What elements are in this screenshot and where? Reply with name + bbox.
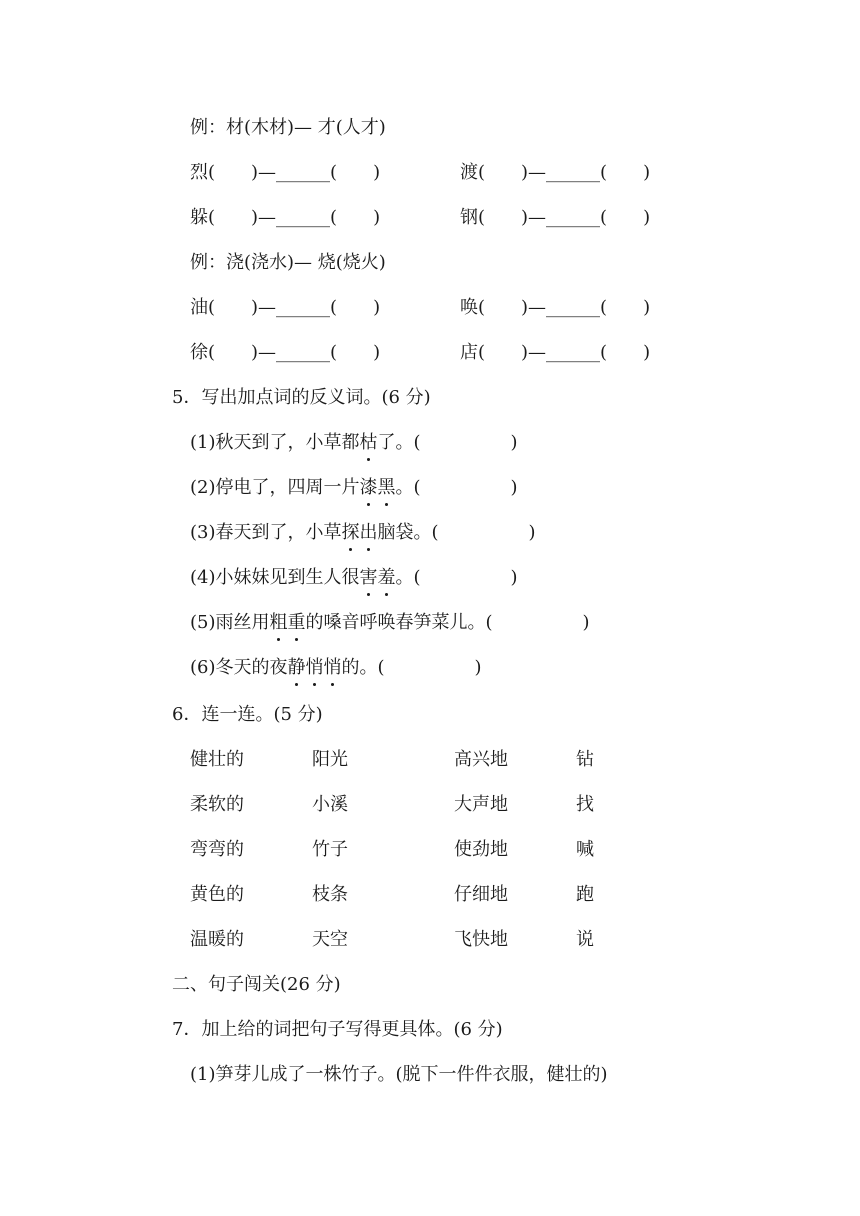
q5-item-5: (5)雨丝用粗重的嗓音呼唤春笋菜儿。( ): [190, 612, 590, 633]
match-word: 高兴地: [454, 749, 508, 770]
question-5-title: 5．写出加点词的反义词。(6 分): [172, 387, 431, 408]
example-label-2: 例：浇(浇水)— 烧(烧火): [190, 252, 386, 273]
dotted-char: 重: [287, 612, 306, 633]
match-word: 说: [576, 929, 594, 950]
dotted-char: 害: [359, 567, 378, 588]
match-word: 使劲地: [454, 839, 508, 860]
match-word: 黄色的: [190, 884, 244, 905]
dotted-char: 漆: [359, 477, 378, 498]
fill-item: 徐( )—______( ): [190, 342, 381, 363]
fill-item: 烈( )—______( ): [190, 162, 381, 183]
dotted-char: 黑: [377, 477, 396, 498]
q7-item-1: (1)笋芽儿成了一株竹子。(脱下一件件衣服，健壮的): [190, 1064, 608, 1085]
fill-item: 店( )—______( ): [460, 342, 651, 363]
dotted-char: 枯: [359, 432, 378, 453]
match-word: 健壮的: [190, 749, 244, 770]
q5-item-1: (1)秋天到了，小草都枯了。( ): [190, 432, 518, 453]
dotted-char: 出: [359, 522, 378, 543]
match-word: 温暖的: [190, 929, 244, 950]
match-word: 阳光: [312, 749, 348, 770]
fill-item: 躲( )—______( ): [190, 207, 381, 228]
match-word: 跑: [576, 884, 594, 905]
match-word: 仔细地: [454, 884, 508, 905]
dotted-char: 悄: [305, 657, 324, 678]
q5-item-4: (4)小妹妹见到生人很害羞。( ): [190, 567, 518, 588]
match-word: 飞快地: [454, 929, 508, 950]
q5-item-3: (3)春天到了，小草探出脑袋。( ): [190, 522, 536, 543]
dotted-char: 粗: [269, 612, 288, 633]
match-word: 竹子: [312, 839, 348, 860]
fill-item: 唤( )—______( ): [460, 297, 651, 318]
question-7-title: 7．加上给的词把句子写得更具体。(6 分): [172, 1019, 503, 1040]
dotted-char: 静: [287, 657, 306, 678]
dotted-char: 探: [341, 522, 360, 543]
match-word: 大声地: [454, 794, 508, 815]
match-word: 喊: [576, 839, 594, 860]
match-word: 柔软的: [190, 794, 244, 815]
match-word: 找: [576, 794, 594, 815]
fill-item: 渡( )—______( ): [460, 162, 651, 183]
match-word: 小溪: [312, 794, 348, 815]
q5-item-2: (2)停电了，四周一片漆黑。( ): [190, 477, 518, 498]
match-word: 弯弯的: [190, 839, 244, 860]
question-6-title: 6．连一连。(5 分): [172, 704, 323, 725]
match-word: 天空: [312, 929, 348, 950]
section-2-title: 二、句子闯关(26 分): [172, 974, 341, 995]
example-label-1: 例：材(木材)— 才(人才): [190, 117, 386, 138]
q5-item-6: (6)冬天的夜静悄悄的。( ): [190, 657, 482, 678]
dotted-char: 羞: [377, 567, 396, 588]
match-word: 枝条: [312, 884, 348, 905]
fill-item: 油( )—______( ): [190, 297, 381, 318]
fill-item: 钢( )—______( ): [460, 207, 651, 228]
dotted-char: 悄: [323, 657, 342, 678]
match-word: 钻: [576, 749, 594, 770]
